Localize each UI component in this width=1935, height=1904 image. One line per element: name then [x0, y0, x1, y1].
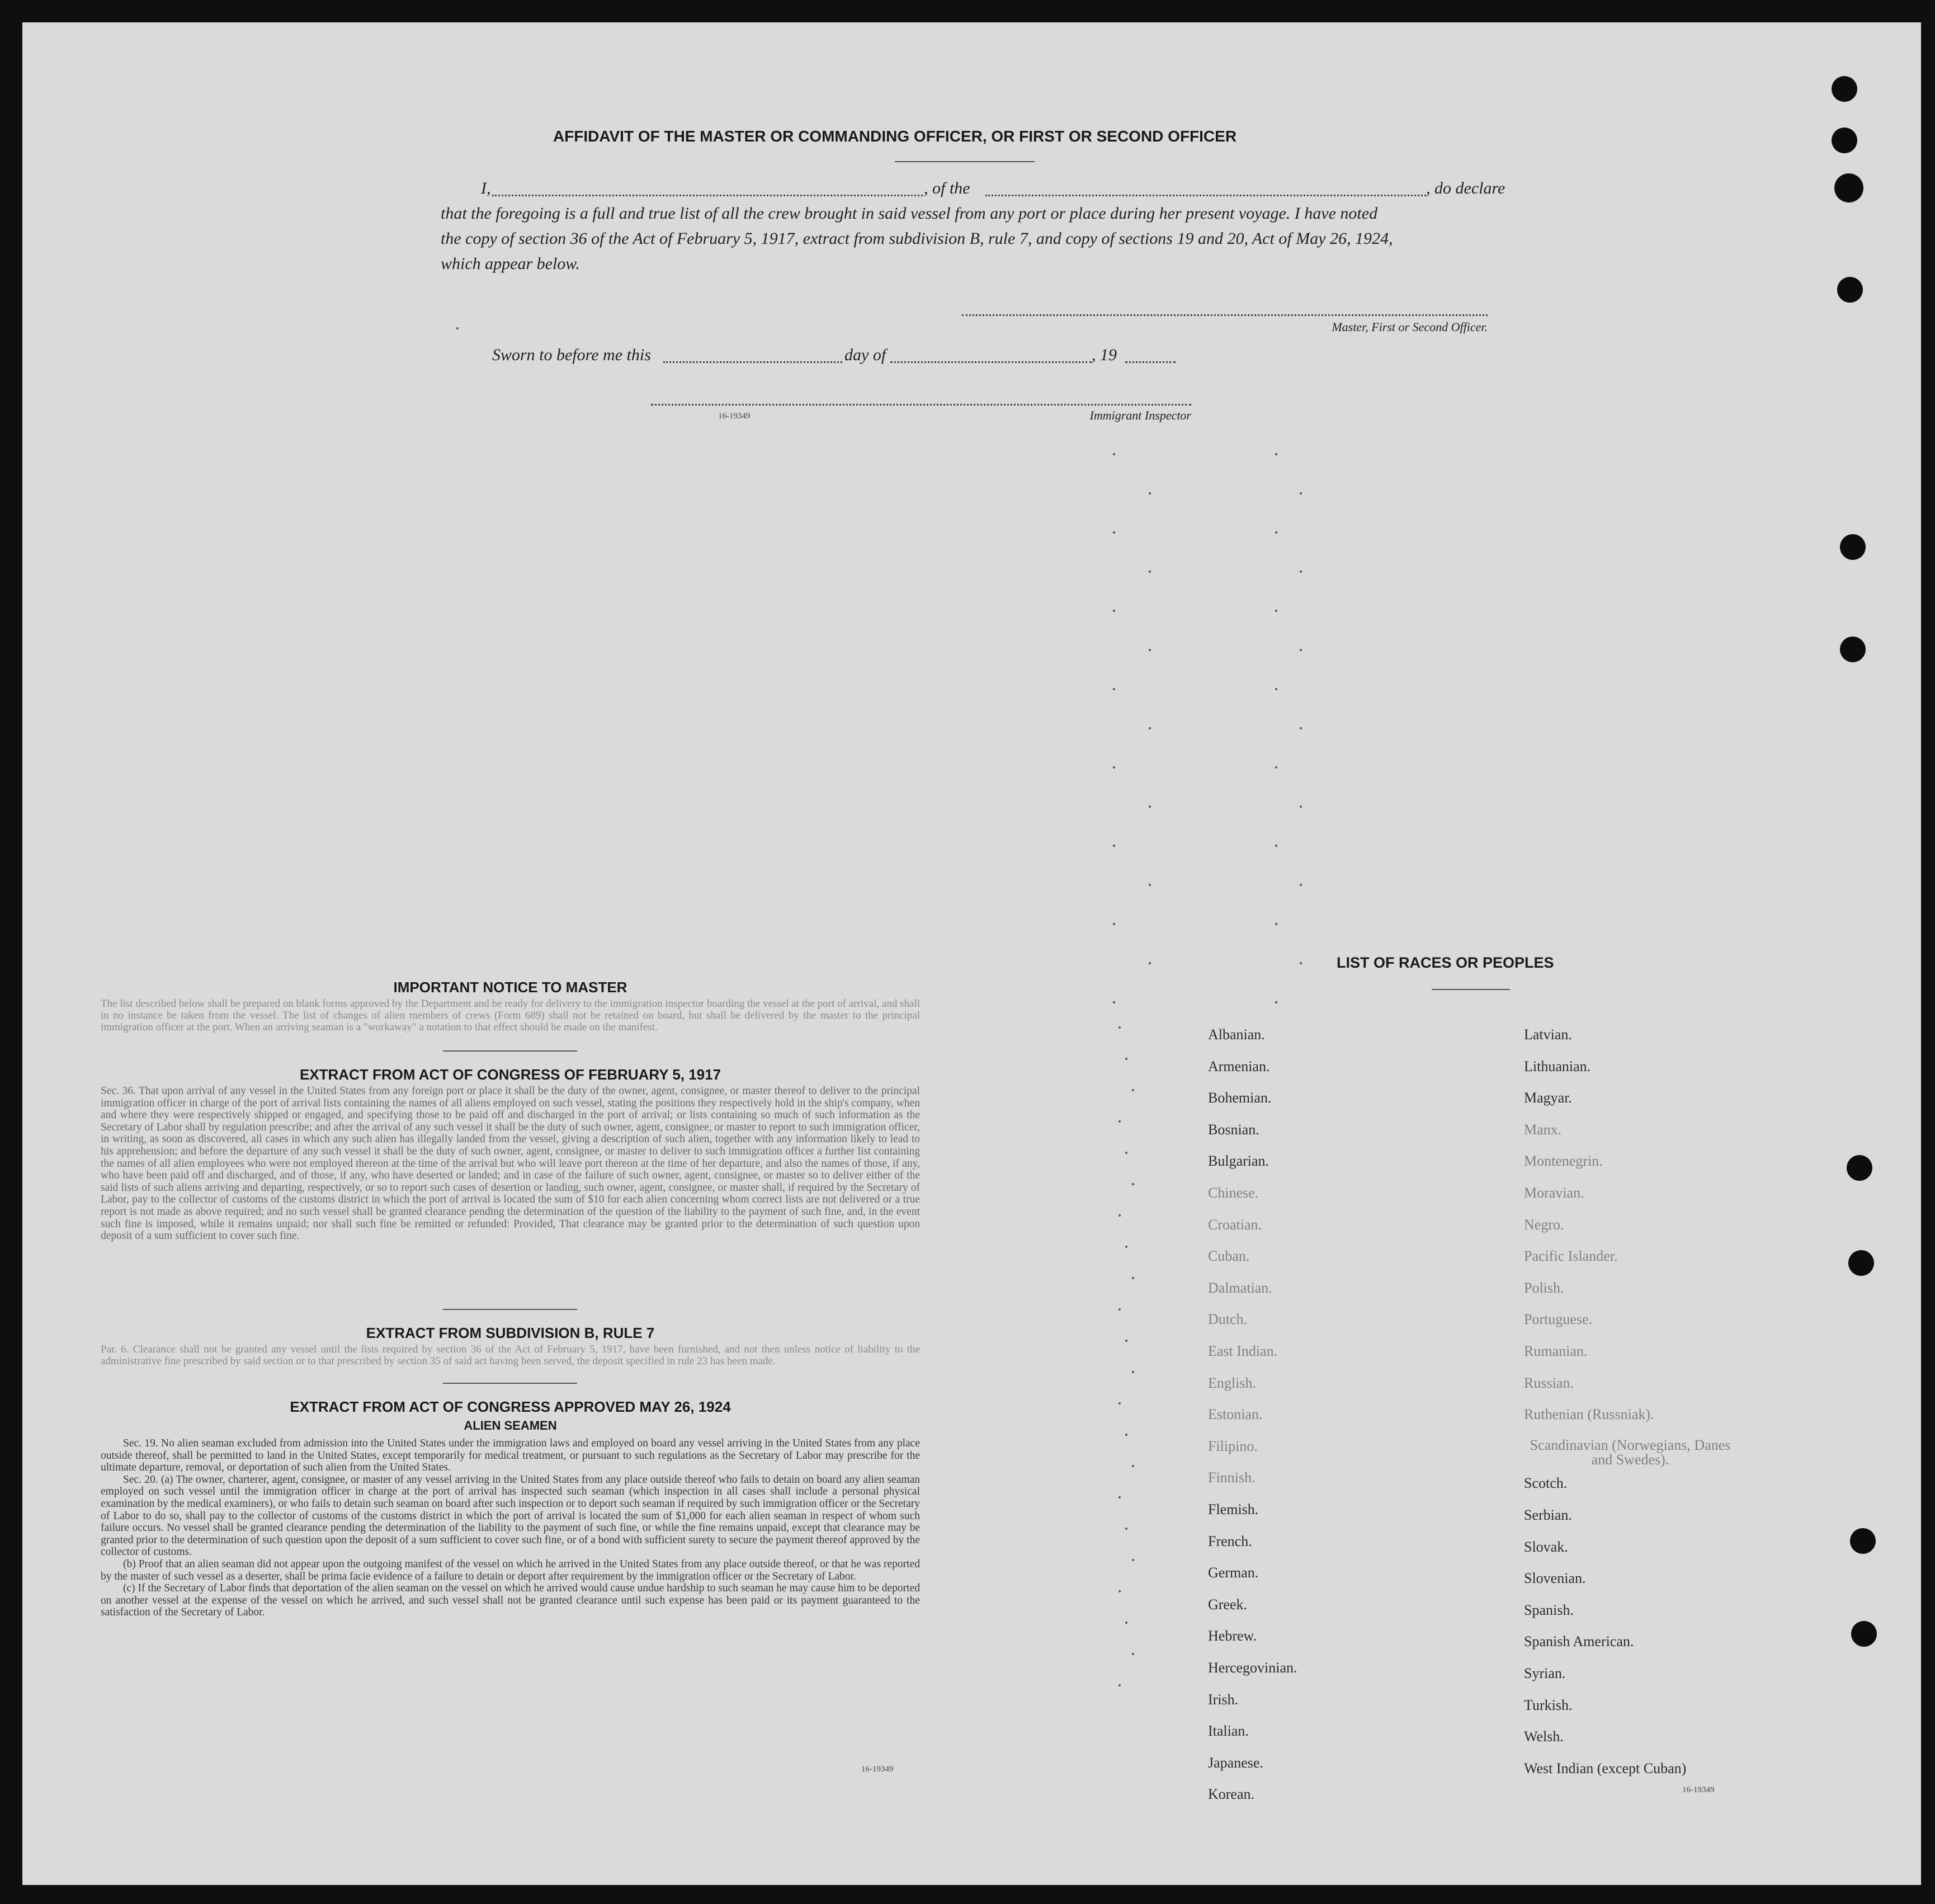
speck	[1275, 766, 1277, 769]
section-20a-text: Sec. 20. (a) The owner, charterer, agent, consignee, or master of any vessel arriving in the United States from any place outside thereof who fails to detain on board any alien seaman employed on such vessel until the immigration officer in charge at the port of arrival has inspected such seaman (which inspection in all cases shall include a personal physical examination by the medical examiners), or who fails to detain such seaman on board after such inspection or to deport such seaman if required by such immigration officer or the Secretary of Labor to do so, shall pay to the collector of customs of the customs district in which the port of arrival is located the sum of $1,000 for each alien seaman in respect of whom such failure occurs. No vessel shall be granted clearance pending the determination of the liability to the payment of such fine, or while the fine remains unpaid, except that clearance may be granted prior to the determination of such question upon the deposit of a sum sufficient to cover such fine, or of a bond with sufficient surety to secure the payment thereof approved by the collector of customs.	[101, 1473, 920, 1558]
form-number: 16-19349	[861, 1765, 894, 1774]
race-item: Syrian.	[1524, 1665, 1566, 1681]
divider	[1432, 989, 1510, 990]
race-item: Latvian.	[1524, 1026, 1572, 1043]
speck	[1113, 453, 1115, 455]
race-item: Bosnian.	[1208, 1121, 1259, 1138]
sworn-day-label: day of	[844, 346, 886, 364]
race-item: Dutch.	[1208, 1311, 1248, 1328]
speck	[1113, 766, 1115, 769]
extract-1917-text: Sec. 36. That upon arrival of any vessel in the United States from any foreign port or place it shall be the duty of the owner, agent, consignee, or master thereof to deliver to the principal immigration officer in charge of the port of arrival lists containing the names of all aliens employed on such vessel, stating the positions they respectively hold in the ship's company, when and where they were respectively shipped or engaged, and specifying those to be paid off and discharged in the port of arrival; or lists containing so much of such information as the Secretary of Labor shall by regulation prescribe; and after the arrival of any such vessel it shall be the duty of such owner, agent, consignee, or master to report to such immigration officer, in writing, as soon as discovered, all cases in which any such alien has illegally landed from the vessel, giving a description of such alien, together with any information likely to lead to his apprehension; and before the departure of any such vessel it shall be the duty of such owner, agent, consignee, or master to deliver to such immigration officer a further list containing the names of all alien employees who were not employed thereon at the time of the arrival but who will leave port thereon at the time of her departure, and also the names of those, if any, who have been paid off and discharged, and of those, if any, who have deserted or landed; and in case of the failure of such owner, agent, consignee, or master so to deliver either of the said lists of such aliens arriving and departing, respectively, or so to report such cases of desertion or landing, such owner, agent, consignee, or master shall, if required by the Secretary of Labor, pay to the collector of customs of the customs district in which the port of arrival is located the sum of $10 for each alien concerning whom correct lists are not delivered or a true report is not made as above required; and no such vessel shall be granted clearance pending the determination of the question of the liability to the payment of such fine, and, in the event such fine is imposed, while it remains unpaid; nor shall such fine be remitted or refunded: Provided, That clearance may be granted prior to the determination of such question upon deposit of a sum sufficient to cover such fine.	[101, 1085, 920, 1242]
races-title: LIST OF RACES OR PEOPLES	[1337, 954, 1554, 971]
speck	[1275, 845, 1277, 847]
affidavit-title: AFFIDAVIT OF THE MASTER OR COMMANDING OFFICER, OR FIRST OR SECOND OFFICER	[553, 128, 1237, 145]
speck	[1125, 1340, 1127, 1342]
speck	[1275, 923, 1277, 925]
race-item: Ruthenian (Russniak).	[1524, 1406, 1654, 1423]
race-item: Hebrew.	[1208, 1628, 1257, 1644]
speck	[1300, 571, 1302, 573]
affidavit-line2: that the foregoing is a full and true list of all the crew brought in said vessel from any port or place during her present voyage. I have noted	[441, 204, 1378, 223]
speck	[1132, 1277, 1134, 1279]
speck	[1125, 1246, 1127, 1248]
speck	[1125, 1434, 1127, 1436]
affidavit-line1-mid: , of the	[924, 179, 970, 197]
speck	[1125, 1528, 1127, 1530]
speck	[1132, 1183, 1134, 1185]
sworn-year-blank[interactable]	[1125, 361, 1176, 363]
race-item: Korean.	[1208, 1786, 1255, 1803]
affidavit-line3: the copy of section 36 of the Act of February 5, 1917, extract from subdivision B, rule 7, and copy of sections 19 and 20, Act of May 26, 1924,	[441, 229, 1393, 248]
name-blank[interactable]	[492, 195, 923, 196]
race-item: Hercegovinian.	[1208, 1660, 1297, 1676]
race-item: Pacific Islander.	[1524, 1248, 1618, 1265]
race-item: Serbian.	[1524, 1507, 1572, 1523]
inspector-line[interactable]	[651, 404, 1191, 406]
race-item: Filipino.	[1208, 1438, 1258, 1454]
speck	[1125, 1622, 1127, 1624]
race-item: Cuban.	[1208, 1248, 1250, 1265]
speck	[1132, 1653, 1134, 1655]
race-item: Rumanian.	[1524, 1343, 1588, 1359]
speck	[1118, 1684, 1121, 1686]
binder-hole	[1851, 1621, 1877, 1647]
speck	[1132, 1371, 1134, 1373]
document-page	[22, 22, 1921, 1885]
speck	[1113, 688, 1115, 690]
speck	[1125, 1058, 1127, 1060]
binder-hole	[1840, 637, 1866, 662]
affidavit-line4: which appear below.	[441, 255, 580, 273]
race-item: Magyar.	[1524, 1090, 1572, 1106]
race-item: Montenegrin.	[1524, 1153, 1603, 1170]
notice-text: The list described below shall be prepared on blank forms approved by the Department and be ready for delivery to the immigration inspector boarding the vessel at the port of arrival, and shall in no instance be taken from the vessel. The list of changes of alien members of crews (Form 689) shall not be retained on board, but shall be delivered by the master to the principal immigration officer at the port. When an arriving seaman is a "workaway" a notation to that effect should be made on the manifest.	[101, 998, 920, 1033]
race-item: West Indian (except Cuban)	[1524, 1760, 1687, 1776]
race-item: Moravian.	[1524, 1185, 1584, 1201]
section-19-text: Sec. 19. No alien seaman excluded from admission into the United States under the immigration laws and employed on board any vessel arriving in the United States from any place outside thereof, shall be permitted to land in the United States, except temporarily for medical treatment, or pursuant to such regulations as the Secretary of Labor may prescribe for the ultimate departure, removal, or deportation of such alien from the United States.	[101, 1438, 920, 1474]
race-item: Scandinavian (Norwegians, Danes and Swedes).	[1530, 1436, 1731, 1468]
speck	[1300, 727, 1302, 729]
speck	[1149, 962, 1151, 964]
race-item: Greek.	[1208, 1596, 1248, 1613]
race-item: Bohemian.	[1208, 1090, 1272, 1106]
race-item: Scotch.	[1524, 1475, 1568, 1492]
race-item: Lithuanian.	[1524, 1058, 1591, 1074]
race-item: Spanish.	[1524, 1601, 1574, 1618]
binder-hole	[1848, 1250, 1874, 1276]
race-item: French.	[1208, 1533, 1252, 1549]
speck	[1149, 805, 1151, 808]
binder-hole	[1837, 277, 1863, 303]
notice-title: IMPORTANT NOTICE TO MASTER	[393, 979, 627, 996]
speck	[1300, 962, 1302, 964]
race-item: Portuguese.	[1524, 1311, 1593, 1328]
rule7-title: EXTRACT FROM SUBDIVISION B, RULE 7	[366, 1325, 655, 1341]
binder-hole	[1840, 534, 1866, 560]
race-item: Manx.	[1524, 1121, 1562, 1138]
speck	[1275, 610, 1277, 612]
binder-hole	[1832, 128, 1857, 153]
speck	[1113, 923, 1115, 925]
speck	[1149, 649, 1151, 651]
divider	[443, 1383, 577, 1384]
speck	[1132, 1559, 1134, 1561]
speck	[1149, 571, 1151, 573]
divider	[443, 1050, 577, 1052]
binder-hole	[1847, 1155, 1872, 1181]
speck	[1113, 1001, 1115, 1003]
speck	[1132, 1089, 1134, 1091]
speck	[1118, 1308, 1121, 1311]
speck	[1300, 884, 1302, 886]
speck	[456, 327, 459, 329]
race-item: Spanish American.	[1524, 1633, 1634, 1650]
speck	[1113, 610, 1115, 612]
speck	[1300, 649, 1302, 651]
race-item: Welsh.	[1524, 1728, 1564, 1745]
race-item: Croatian.	[1208, 1216, 1262, 1233]
divider	[443, 1309, 577, 1310]
signature-line[interactable]	[962, 314, 1488, 316]
speck	[1118, 1120, 1121, 1123]
speck	[1300, 492, 1302, 494]
extract-1924-body	[101, 1438, 920, 1619]
speck	[1275, 453, 1277, 455]
title-underline	[895, 161, 1035, 162]
section-20b-text: (b) Proof that an alien seaman did not appear upon the outgoing manifest of the vessel on which he arrived in the United States from any place outside thereof, or that he was reported by the master of such vessel as a deserter, shall be prima facie evidence of a failure to detain or deport after requirement by the immigration officer or the Secretary of Labor.	[101, 1558, 920, 1582]
inspector-label: Immigrant Inspector	[1089, 408, 1191, 422]
race-item: Polish.	[1524, 1279, 1564, 1296]
affidavit-line1-suffix: , do declare	[1426, 179, 1505, 197]
binder-hole	[1850, 1528, 1876, 1554]
speck	[1118, 1402, 1121, 1405]
speck	[1113, 845, 1115, 847]
speck	[1118, 1026, 1121, 1029]
race-item: East Indian.	[1208, 1343, 1278, 1359]
speck	[1275, 688, 1277, 690]
section-20c-text: (c) If the Secretary of Labor finds that deportation of the alien seaman on the vessel on which he arrived would cause undue hardship to such seaman he may cause him to be deported on another vessel at the expense of the vessel on which he arrived, and such vessel shall not be granted clearance until such expense has been paid or its payment guaranteed to the satisfaction of the Secretary of Labor.	[101, 1582, 920, 1619]
speck	[1149, 492, 1151, 494]
signature-label: Master, First or Second Officer.	[1332, 320, 1488, 334]
binder-hole	[1832, 76, 1857, 102]
speck	[1118, 1496, 1121, 1498]
race-item: Chinese.	[1208, 1185, 1259, 1201]
race-item: Italian.	[1208, 1723, 1249, 1740]
sworn-year-label: , 19	[1092, 346, 1117, 364]
rule7-text: Par. 6. Clearance shall not be granted any vessel until the lists required by section 36 of the Act of February 5, 1917, have been furnished, and not then unless notice of liability to the administrative fine prescribed by said section or to that prescribed by section 35 of said act having been served, the deposit specified in rule 23 has been made.	[101, 1344, 920, 1367]
race-item: Finnish.	[1208, 1469, 1256, 1486]
speck	[1149, 727, 1151, 729]
binder-hole	[1834, 173, 1863, 202]
race-item: German.	[1208, 1564, 1259, 1581]
speck	[1118, 1214, 1121, 1217]
sworn-prefix: Sworn to before me this	[492, 346, 651, 364]
speck	[1118, 1590, 1121, 1592]
vessel-blank[interactable]	[985, 195, 1426, 196]
extract-1917-title: EXTRACT FROM ACT OF CONGRESS OF FEBRUARY 5, 1917	[299, 1066, 721, 1083]
race-item: Flemish.	[1208, 1501, 1259, 1517]
speck	[1149, 884, 1151, 886]
race-item: Irish.	[1208, 1691, 1239, 1708]
race-item: Bulgarian.	[1208, 1153, 1269, 1170]
speck	[1113, 531, 1115, 534]
speck	[1125, 1152, 1127, 1154]
form-number: 16-19349	[1682, 1785, 1715, 1794]
form-number: 16-19349	[718, 412, 751, 421]
race-item: Russian.	[1524, 1374, 1574, 1391]
sworn-day-blank[interactable]	[663, 361, 842, 363]
affidavit-line1-prefix: I,	[481, 179, 491, 197]
speck	[1300, 805, 1302, 808]
sworn-month-blank[interactable]	[890, 361, 1092, 363]
race-item: Turkish.	[1524, 1696, 1573, 1713]
race-item: Negro.	[1524, 1216, 1564, 1233]
race-item: Albanian.	[1208, 1026, 1265, 1043]
race-item: Slovak.	[1524, 1538, 1568, 1555]
speck	[1275, 531, 1277, 534]
race-item: Armenian.	[1208, 1058, 1270, 1074]
extract-1924-subtitle: ALIEN SEAMEN	[464, 1418, 557, 1432]
race-item: English.	[1208, 1374, 1256, 1391]
speck	[1132, 1465, 1134, 1467]
race-item: Japanese.	[1208, 1754, 1263, 1771]
speck	[1275, 1001, 1277, 1003]
race-item: Slovenian.	[1524, 1570, 1586, 1587]
race-item: Estonian.	[1208, 1406, 1263, 1423]
extract-1924-title: EXTRACT FROM ACT OF CONGRESS APPROVED MAY 26, 1924	[290, 1398, 731, 1415]
race-item: Dalmatian.	[1208, 1279, 1272, 1296]
